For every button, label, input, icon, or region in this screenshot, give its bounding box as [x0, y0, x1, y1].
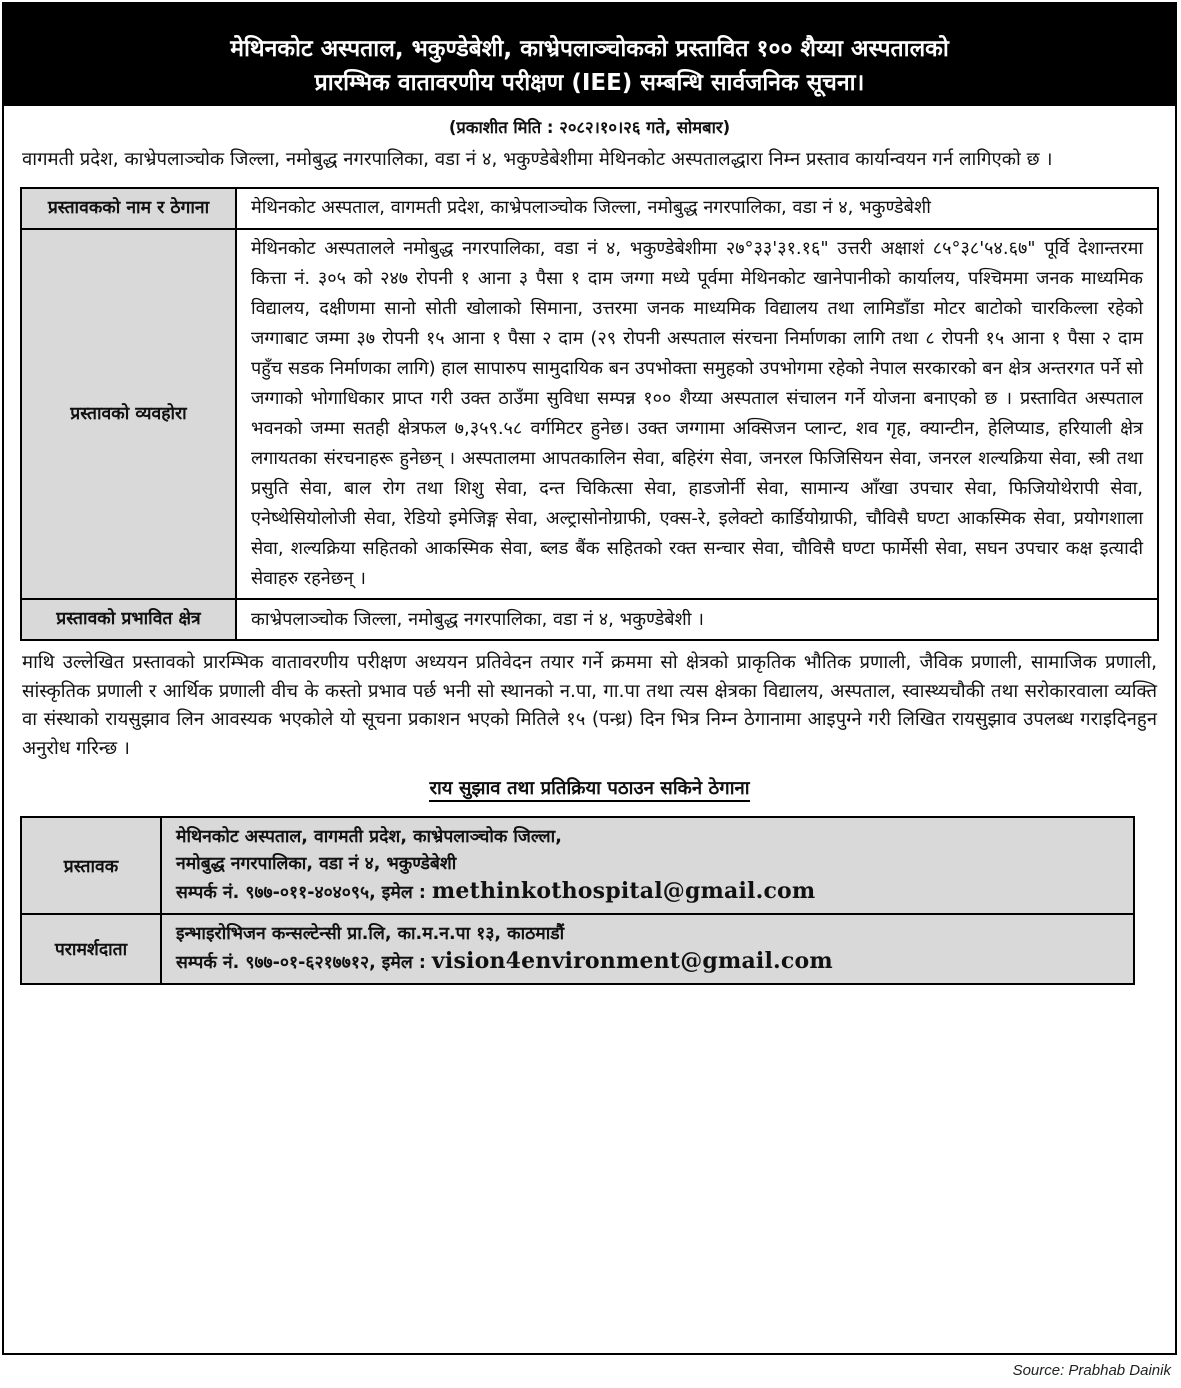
consultant-contact — [176, 948, 1119, 977]
table-row — [21, 817, 1134, 914]
proponent-email[interactable]: methinkothospital@gmail.com — [431, 878, 816, 904]
title-line-1: मेथिनकोट अस्पताल, भकुण्डेबेशी, काभ्रेपलाञ्चोकको प्रस्तावित १०० शैय्या अस्पतालको — [230, 36, 949, 62]
address-heading-text: राय सुझाव तथा प्रतिक्रिया पठाउन सकिने ठेगाना — [429, 778, 749, 802]
table-row — [21, 188, 1158, 229]
affected-area-value: काभ्रेपलाञ्चोक जिल्ला, नमोबुद्ध नगरपालिका, वडा नं ४, भकुण्डेबेशी । — [236, 599, 1158, 640]
proponent-contact — [176, 878, 1119, 907]
proponent-name-value: मेथिनकोट अस्पताल, वागमती प्रदेश, काभ्रेपलाञ्चोक जिल्ला, नमोबुद्ध नगरपालिका, वडा नं ४, भकुण्डेबेशी — [236, 188, 1158, 229]
consultant-label: परामर्शदाता — [21, 914, 161, 984]
proposal-description-value: मेथिनकोट अस्पतालले नमोबुद्ध नगरपालिका, वडा नं ४, भकुण्डेबेशीमा २७°३३'३१.१६" उत्तरी अक्षाशं ८५°३८'५४.६७" पूर्वि देशान्तरमा कित्ता नं. ३०५ को २४७ रोपनी १ आना ३ पैसा १ दाम जग्गा मध्ये पूर्वमा मेथिनकोट खानेपानीको कार्यालय, पश्चिममा जनक माध्यमिक विद्यालय, दक्षीणमा सानो सोती खोलाको सिमाना, उत्तरमा जनक माध्यमिक विद्यालय तथा लामिडाँडा मोटर बाटोको चारकिल्ला रहेको जग्गाबाट जम्मा ३७ रोपनी १५ आना १ पैसा २ दाम (२९ रोपनी अस्पताल संरचना निर्माणका लागि तथा ८ रोपनी १५ आना १ पैसा २ दाम पहुँच सडक निर्माणका लागि) हाल सापारुप सामुदायिक बन उपभोक्ता समुहको उपभोगमा रहेको नेपाल सरकारको बन क्षेत्र अन्तरगत पर्ने सो जग्गाको भोगाधिकार प्राप्त गरी उक्त ठाउँमा सुविधा सम्पन्न १०० शैय्या अस्पताल संचालन गर्ने योजना बनाएको छ । प्रस्तावित अस्पताल भवनको जम्मा सतही क्षेत्रफल ७,३५९.५८ वर्गमिटर हुनेछ। उक्त जग्गामा अक्सिजन प्लान्ट, शव गृह, क्यान्टीन, हेलिप्याड, हरियाली क्षेत्र लगायतका संरचनाहरू हुनेछन् । अस्पतालमा आपतकालिन सेवा, बहिरंग सेवा, जनरल फिजिसियन सेवा, जनरल शल्यक्रिया सेवा, स्त्री तथा प्रसुति सेवा, बाल रोग तथा शिशु सेवा, दन्त चिकित्सा सेवा, हाडजोर्नी सेवा, सामान्य आँखा उपचार सेवा, फिजियोथेरापी सेवा, एनेष्थेसियोलोजी सेवा, रेडियो इमेजिङ्ग सेवा, अल्ट्रासोनोग्राफी, एक्स-रे, इलेक्टो कार्डियोग्राफी, चौविसै घण्टा आकस्मिक सेवा, प्रयोगशाला सेवा, शल्यक्रिया सहितको आकस्मिक सेवा, ब्लड बैंक सहितको रक्त सन्चार सेवा, चौविसै घण्टा फार्मेसी सेवा, सघन उपचार कक्ष इत्यादी सेवाहरु रहनेछन् । — [236, 229, 1158, 599]
address-heading — [4, 775, 1175, 800]
notice-title — [4, 4, 1175, 106]
consultant-address-line-1: इन्भाइरोभिजन कन्सल्टेन्सी प्रा.लि, का.म.न.पा १३, काठमाडौं — [176, 924, 565, 944]
table-row — [21, 229, 1158, 599]
proponent-label: प्रस्तावक — [21, 817, 161, 914]
notice-frame — [2, 2, 1177, 1355]
consultant-phone: सम्पर्क नं. ९७७-०१-६२१७७१२, इमेल : — [176, 953, 432, 973]
table-row — [21, 599, 1158, 640]
source-credit: Source: Prabhab Dainik — [1012, 1362, 1171, 1379]
consultant-email[interactable]: vision4environment@gmail.com — [431, 948, 833, 974]
address-table — [20, 816, 1135, 985]
proposal-description-label: प्रस्तावको व्यवहोरा — [21, 229, 236, 599]
consultant-address — [161, 914, 1134, 984]
affected-area-label: प्रस्तावको प्रभावित क्षेत्र — [21, 599, 236, 640]
title-line-2: प्रारम्भिक वातावरणीय परीक्षण (IEE) सम्बन्धि सार्वजनिक सूचना। — [314, 70, 865, 96]
notice-paragraph: माथि उल्लेखित प्रस्तावको प्रारम्भिक वातावरणीय परीक्षण अध्ययन प्रतिवेदन तयार गर्ने क्रममा सो क्षेत्रको प्राकृतिक भौतिक प्रणाली, जैविक प्रणाली, सामाजिक प्रणाली, सांस्कृतिक प्रणाली र आर्थिक प्रणाली वीच के कस्तो प्रभाव पर्छ भनी सो स्थानको न.पा, गा.पा तथा त्यस क्षेत्रका विद्यालय, अस्पताल, स्वास्थ्यचौकी तथा सरोकारवाला व्यक्ति वा संस्थाको रायसुझाव लिन आवस्यक भएकोले यो सूचना प्रकाशन भएको मितिले १५ (पन्ध्र) दिन भित्र निम्न ठेगानामा आइपुग्ने गरी लिखित रायसुझाव उपलब्ध गराइदिनहुन अनुरोध गरिन्छ । — [22, 652, 1157, 759]
table-row — [21, 914, 1134, 984]
proponent-phone: सम्पर्क नं. ९७७-०११-४०४०९५, इमेल : — [176, 883, 432, 903]
publication-date: (प्रकाशीत मिति : २०८२।१०।२६ गते, सोमबार) — [448, 118, 731, 137]
proponent-address — [161, 817, 1134, 914]
proponent-name-label: प्रस्तावकको नाम र ठेगाना — [21, 188, 236, 229]
proponent-address-line-2: नमोबुद्ध नगरपालिका, वडा नं ४, भकुण्डेबेशी — [176, 854, 457, 874]
proposal-info-table — [20, 187, 1159, 641]
intro-paragraph: वागमती प्रदेश, काभ्रेपलाञ्चोक जिल्ला, नमोबुद्ध नगरपालिका, वडा नं ४, भकुण्डेबेशीमा मेथिनकोट अस्पतालद्धारा निम्न प्रस्ताव कार्यान्वयन गर्न लागिएको छ । — [22, 149, 1053, 170]
proponent-address-line-1: मेथिनकोट अस्पताल, वागमती प्रदेश, काभ्रेपलाञ्चोक जिल्ला, — [176, 827, 562, 847]
